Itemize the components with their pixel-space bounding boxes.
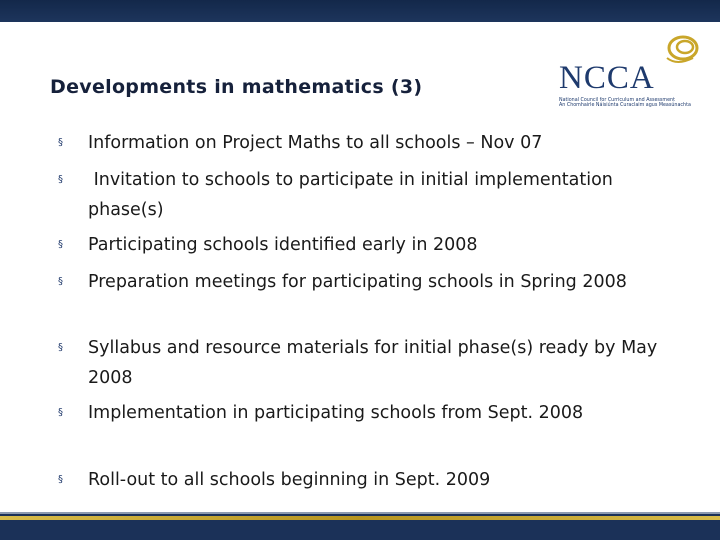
footer-gold-stripe (0, 516, 720, 520)
bullet-marker-icon: § (58, 137, 63, 148)
bullet-marker-icon: § (58, 407, 63, 418)
logo-subtitle-ga: An Chomhairle Náisiúnta Curaclaim agus Measúnachta (559, 103, 691, 109)
bullet-text: Roll-out to all schools beginning in Sept. 2009 (88, 470, 491, 490)
footer-divider (0, 512, 720, 514)
logo-wordmark: NCCA (559, 60, 655, 96)
bullet-text: Participating schools identified early in 2008 (88, 235, 478, 255)
bullet-marker-icon: § (58, 474, 63, 485)
bullet-text: Implementation in participating schools from Sept. 2008 (88, 403, 584, 423)
bullet-text: Syllabus and resource materials for initial phase(s) ready by May 2008 (88, 338, 658, 388)
bullet-marker-icon: § (58, 174, 63, 185)
bullet-marker-icon: § (58, 276, 63, 287)
slide-title: Developments in mathematics (3) (50, 76, 423, 98)
swirl-logo-icon (659, 32, 703, 68)
bullet-marker-icon: § (58, 342, 63, 353)
ncca-logo (555, 32, 705, 112)
bullet-text: Preparation meetings for participating schools in Spring 2008 (88, 272, 627, 292)
footer-bar (0, 512, 720, 540)
bullet-text: Invitation to schools to participate in initial implementation phase(s) (88, 170, 619, 220)
logo-subtitle (559, 98, 705, 109)
logo-subtitle-en: National Council for Curriculum and Assessment (559, 98, 675, 103)
bullet-text: Information on Project Maths to all schools – Nov 07 (88, 133, 543, 153)
header-bar (0, 0, 720, 22)
bullet-marker-icon: § (58, 239, 63, 250)
